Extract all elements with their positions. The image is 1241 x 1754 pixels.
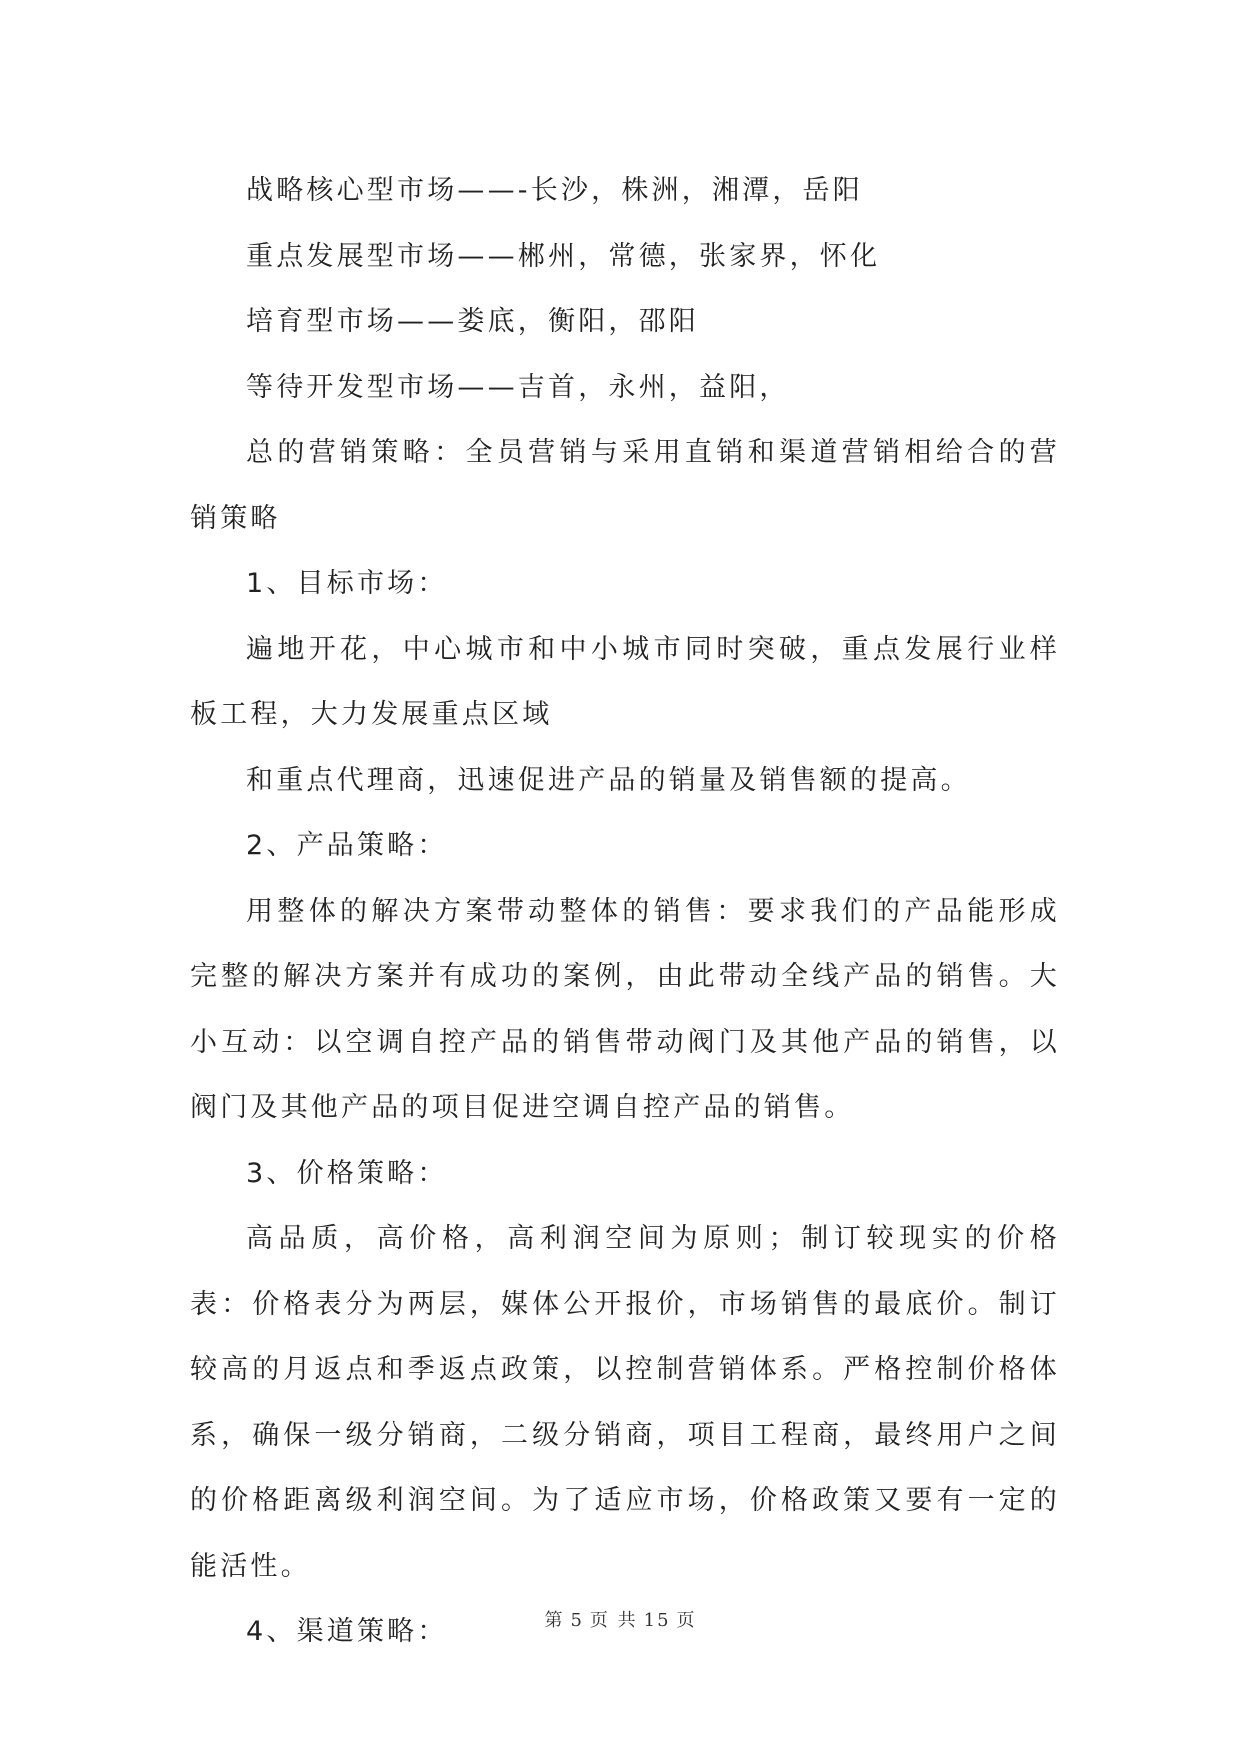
document-body	[190, 158, 1060, 1665]
paragraph-target-market-continued: 和重点代理商，迅速促进产品的销量及销售额的提高。	[246, 764, 971, 796]
paragraph-key-development-market: 重点发展型市场——郴州，常德，张家界，怀化	[246, 240, 881, 272]
heading-target-market: 1、目标市场：	[246, 568, 448, 599]
footer-middle: 页 共	[589, 1610, 638, 1631]
footer-prefix: 第	[544, 1610, 565, 1631]
paragraph-product-strategy-body: 用整体的解决方案带动整体的销售：要求我们的产品能形成完整的解决方案并有成功的案例，由此带动全线产品的销售。大小互动：以空调自控产品的销售带动阀门及其他产品的销售，以阀门及其他产品的项目促进空调自控产品的销售。	[190, 895, 1060, 1123]
page-footer	[0, 1606, 1241, 1632]
paragraph-cultivation-market: 培育型市场——娄底，衡阳，邵阳	[246, 306, 699, 337]
paragraph-strategic-core-market: 战略核心型市场——-长沙，株洲，湘潭，岳阳	[246, 175, 863, 206]
paragraph-pending-development-market: 等待开发型市场——吉首，永州，益阳，	[246, 371, 790, 403]
paragraph-overall-marketing-strategy: 总的营销策略：全员营销与采用直销和渠道营销相给合的营销策略	[190, 437, 1060, 534]
footer-suffix: 页	[676, 1610, 697, 1631]
heading-product-strategy: 2、产品策略：	[246, 830, 448, 861]
heading-channel-strategy: 4、渠道策略：	[246, 1616, 448, 1647]
paragraph-target-market-body: 遍地开花，中心城市和中小城市同时突破，重点发展行业样板工程，大力发展重点区域	[190, 633, 1060, 730]
footer-total-pages: 15	[643, 1610, 671, 1631]
footer-page-number: 5	[570, 1610, 584, 1631]
heading-price-strategy: 3、价格策略：	[246, 1157, 448, 1189]
paragraph-price-strategy-body: 高品质，高价格，高利润空间为原则；制订较现实的价格表：价格表分为两层，媒体公开报价，市场销售的最底价。制订较高的月返点和季返点政策，以控制营销体系。严格控制价格体系，确保一级分销商，二级分销商，项目工程商，最终用户之间的价格距离级利润空间。为了适应市场，价格政策又要有一定的能活性。	[190, 1223, 1060, 1582]
